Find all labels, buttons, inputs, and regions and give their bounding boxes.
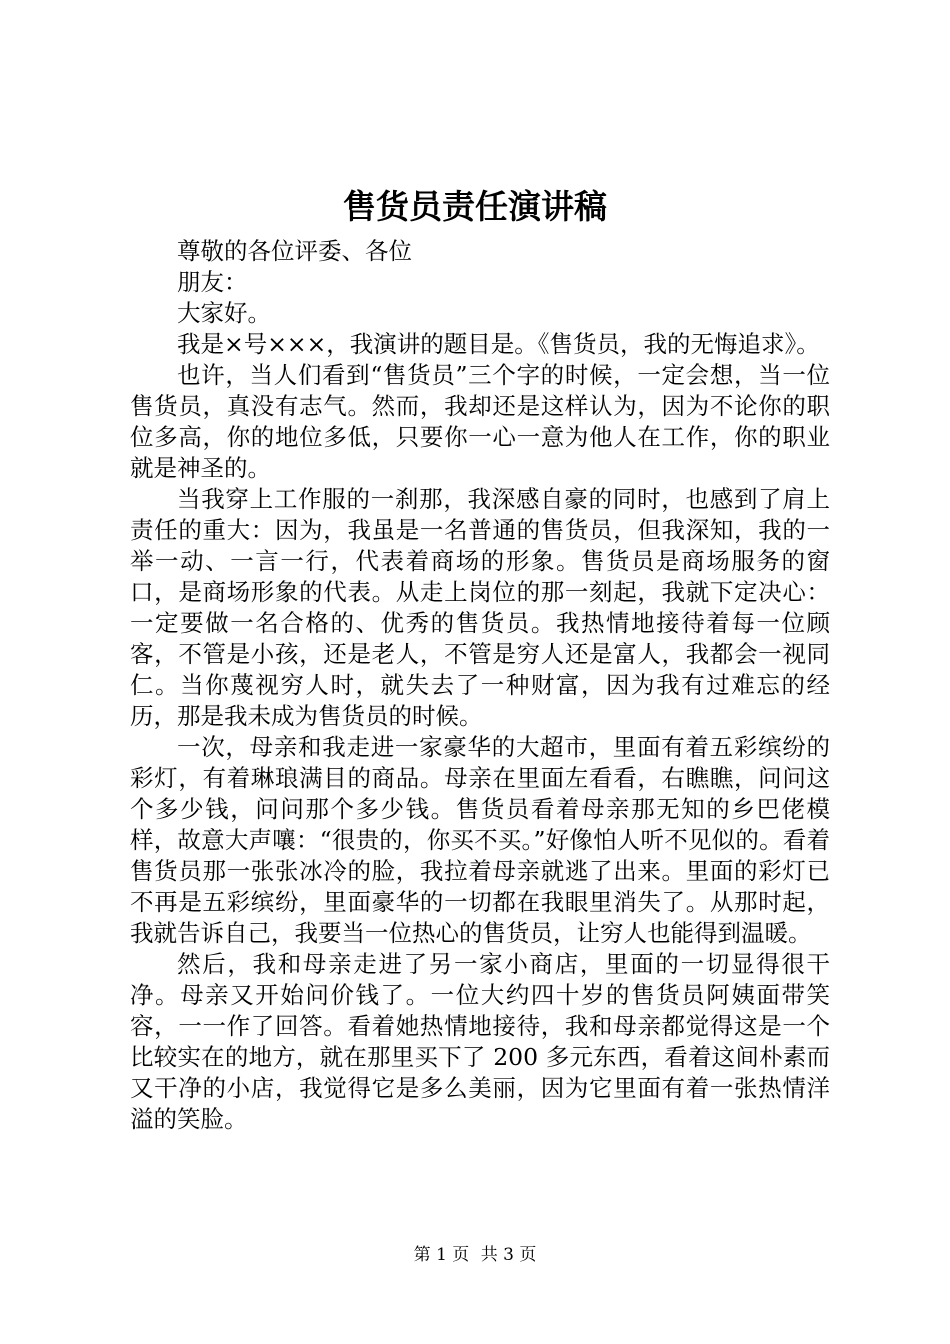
paragraph: 然后，我和母亲走进了另一家小商店，里面的一切显得很干净。母亲又开始问价钱了。一位大约四十岁的售货员阿姨面带笑容，一一作了回答。看着她热情地接待，我和母亲都觉得这是一个比较实在的地方，就在那里买下了 200 多元东西，看着这间朴素而又干净的小店，我觉得它是多么美丽，因为它里面有着一张热情洋溢的笑脸。 xyxy=(130,950,830,1133)
paragraph-friends: 朋友： xyxy=(177,268,248,296)
paragraph: 也许，当人们看到“售货员”三个字的时候，一定会想，当一位售货员，真没有志气。然而，我却还是这样认为，因为不论你的职位多高，你的地位多低，只要你一心一意为他人在工作，你的职业就是神圣的。 xyxy=(130,361,830,482)
paragraph-greeting: 尊敬的各位评委、各位 xyxy=(177,237,412,265)
document-title: 售货员责任演讲稿 xyxy=(343,187,607,226)
paragraph-hello: 大家好。 xyxy=(177,299,271,327)
page-number: 第 1 页 xyxy=(413,1245,470,1265)
paragraph: 一次，母亲和我走进一家豪华的大超市，里面有着五彩缤纷的彩灯，有着琳琅满目的商品。母亲在里面左看看，右瞧瞧，问问这个多少钱，问问那个多少钱。售货员看着母亲那无知的乡巴佬模样，故意大声嚷：“很贵的，你买不买。”好像怕人听不见似的。看着售货员那一张张冰冷的脸，我拉着母亲就逃了出来。里面的彩灯已不再是五彩缤纷，里面豪华的一切都在我眼里消失了。从那时起，我就告诉自己，我要当一位热心的售货员，让穷人也能得到温暖。 xyxy=(130,733,830,947)
document-body xyxy=(130,236,830,1135)
paragraph-intro: 我是×号×××，我演讲的题目是。《售货员，我的无悔追求》。 xyxy=(177,330,820,358)
page-footer xyxy=(0,1244,950,1266)
page-total: 共 3 页 xyxy=(480,1245,537,1265)
paragraph: 当我穿上工作服的一刹那，我深感自豪的同时，也感到了肩上责任的重大：因为，我虽是一名普通的售货员，但我深知，我的一举一动、一言一行，代表着商场的形象。售货员是商场服务的窗口，是商场形象的代表。从走上岗位的那一刻起，我就下定决心：一定要做一名合格的、优秀的售货员。我热情地接待着每一位顾客，不管是小孩，还是老人，不管是穷人还是富人，我都会一视同仁。当你蔑视穷人时，就失去了一种财富，因为我有过难忘的经历，那是我未成为售货员的时候。 xyxy=(130,485,830,730)
